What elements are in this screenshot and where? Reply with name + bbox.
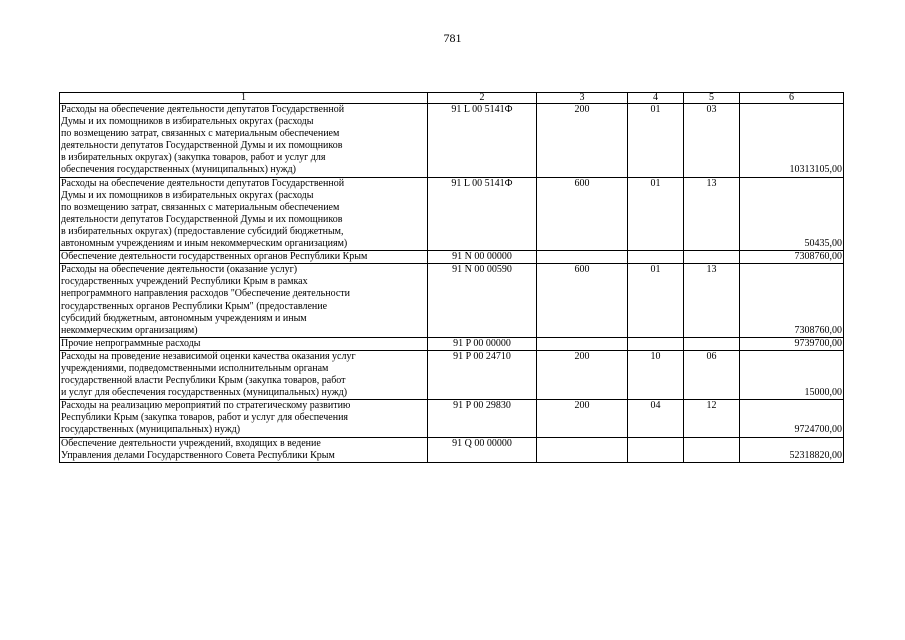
row-section: 01 [628,177,684,251]
description-line: Обеспечение деятельности учреждений, входящих в ведение [61,437,321,449]
row-description [60,400,428,437]
row-section [628,437,684,462]
description-line: Думы и их помощников в избирательных округах (расходы [61,116,314,128]
row-subsection: 13 [684,177,740,251]
table-row [60,337,844,350]
row-amount: 7308760,00 [740,264,844,338]
description-line: Думы и их помощников в избирательных округах (расходы [61,189,314,201]
table-row [60,437,844,462]
description-line: Расходы на обеспечение деятельности депутатов Государственной [61,104,345,115]
row-amount: 7308760,00 [740,251,844,264]
header-col-1: 1 [60,93,428,104]
row-amount: 9724700,00 [740,400,844,437]
row-expense-type [537,437,628,462]
row-expense-type [537,251,628,264]
description-line: по возмещению затрат, связанных с материальным обеспечением [61,128,340,140]
row-expense-type: 600 [537,264,628,338]
row-expense-type: 600 [537,177,628,251]
row-description [60,251,428,264]
description-line: Расходы на обеспечение деятельности (оказание услуг) [61,264,298,276]
description-line: Управления делами Государственного Совета Республики Крым [61,449,335,461]
row-description [60,437,428,462]
table-row [60,251,844,264]
row-code: 91 L 00 5141Ф [428,177,537,251]
header-col-6: 6 [740,93,844,104]
description-line: государственных учреждений Республики Крым в рамках [61,276,308,288]
row-amount: 50435,00 [740,177,844,251]
row-subsection: 06 [684,350,740,399]
row-section [628,251,684,264]
description-line: обеспечения государственных (муниципальных) нужд) [61,164,296,176]
description-line: в избирательных округах) (предоставление субсидий бюджетным, [61,225,344,237]
description-line: Республики Крым (закупка товаров, работ и услуг для обеспечения [61,412,349,424]
row-amount: 15000,00 [740,350,844,399]
table-row [60,264,844,338]
description-line: учреждениями, подведомственными исполнительным органам [61,362,329,374]
row-code: 91 P 00 29830 [428,400,537,437]
row-subsection [684,251,740,264]
description-line: государственной власти Республики Крым (закупка товаров, работ [61,375,346,387]
row-expense-type [537,337,628,350]
table-row [60,177,844,251]
description-line: Обеспечение деятельности государственных органов Республики Крым [61,251,368,263]
row-expense-type: 200 [537,400,628,437]
row-code: 91 Q 00 00000 [428,437,537,462]
row-section: 01 [628,264,684,338]
row-expense-type: 200 [537,350,628,399]
header-col-3: 3 [537,93,628,104]
row-description [60,350,428,399]
row-section: 04 [628,400,684,437]
row-code: 91 P 00 00000 [428,337,537,350]
row-section [628,337,684,350]
description-line: государственных (муниципальных) нужд) [61,424,241,436]
row-code: 91 N 00 00000 [428,251,537,264]
row-section: 01 [628,104,684,178]
table-row [60,350,844,399]
description-line: Расходы на проведение независимой оценки качества оказания услуг [61,350,356,362]
row-subsection [684,437,740,462]
row-amount: 10313105,00 [740,104,844,178]
page-number: 781 [443,31,462,45]
row-code: 91 L 00 5141Ф [428,104,537,178]
description-line: автономным учреждениям и иным некоммерческим организациям) [61,238,348,250]
row-subsection: 03 [684,104,740,178]
row-description [60,104,428,178]
description-line: непрограммного направления расходов "Обеспечение деятельности [61,288,350,300]
description-line: деятельности депутатов Государственной Думы и их помощников [61,140,343,152]
row-amount: 9739700,00 [740,337,844,350]
description-line: Расходы на реализацию мероприятий по стратегическому развитию [61,400,351,412]
table-row [60,400,844,437]
header-col-5: 5 [684,93,740,104]
row-description [60,264,428,338]
description-line: и услуг для обеспечения государственных (муниципальных) нужд) [61,387,348,399]
header-col-4: 4 [628,93,684,104]
description-line: в избирательных округах) (закупка товаров, работ и услуг для [61,152,326,164]
row-amount: 52318820,00 [740,437,844,462]
description-line: некоммерческим организациям) [61,324,198,336]
description-line: государственных органов Республики Крым" (предоставление [61,300,328,312]
header-col-2: 2 [428,93,537,104]
description-line: деятельности депутатов Государственной Думы и их помощников [61,213,343,225]
description-line: Расходы на обеспечение деятельности депутатов Государственной [61,177,345,189]
row-code: 91 P 00 24710 [428,350,537,399]
description-line: Прочие непрограммные расходы [61,337,201,349]
table-row [60,104,844,178]
row-description [60,337,428,350]
row-subsection: 13 [684,264,740,338]
row-subsection: 12 [684,400,740,437]
table-header-row [60,93,844,104]
row-code: 91 N 00 00590 [428,264,537,338]
description-line: субсидий бюджетным, автономным учреждениям и иным [61,312,307,324]
description-line: по возмещению затрат, связанных с материальным обеспечением [61,201,340,213]
row-section: 10 [628,350,684,399]
row-expense-type: 200 [537,104,628,178]
budget-table [59,92,844,463]
row-description [60,177,428,251]
row-subsection [684,337,740,350]
